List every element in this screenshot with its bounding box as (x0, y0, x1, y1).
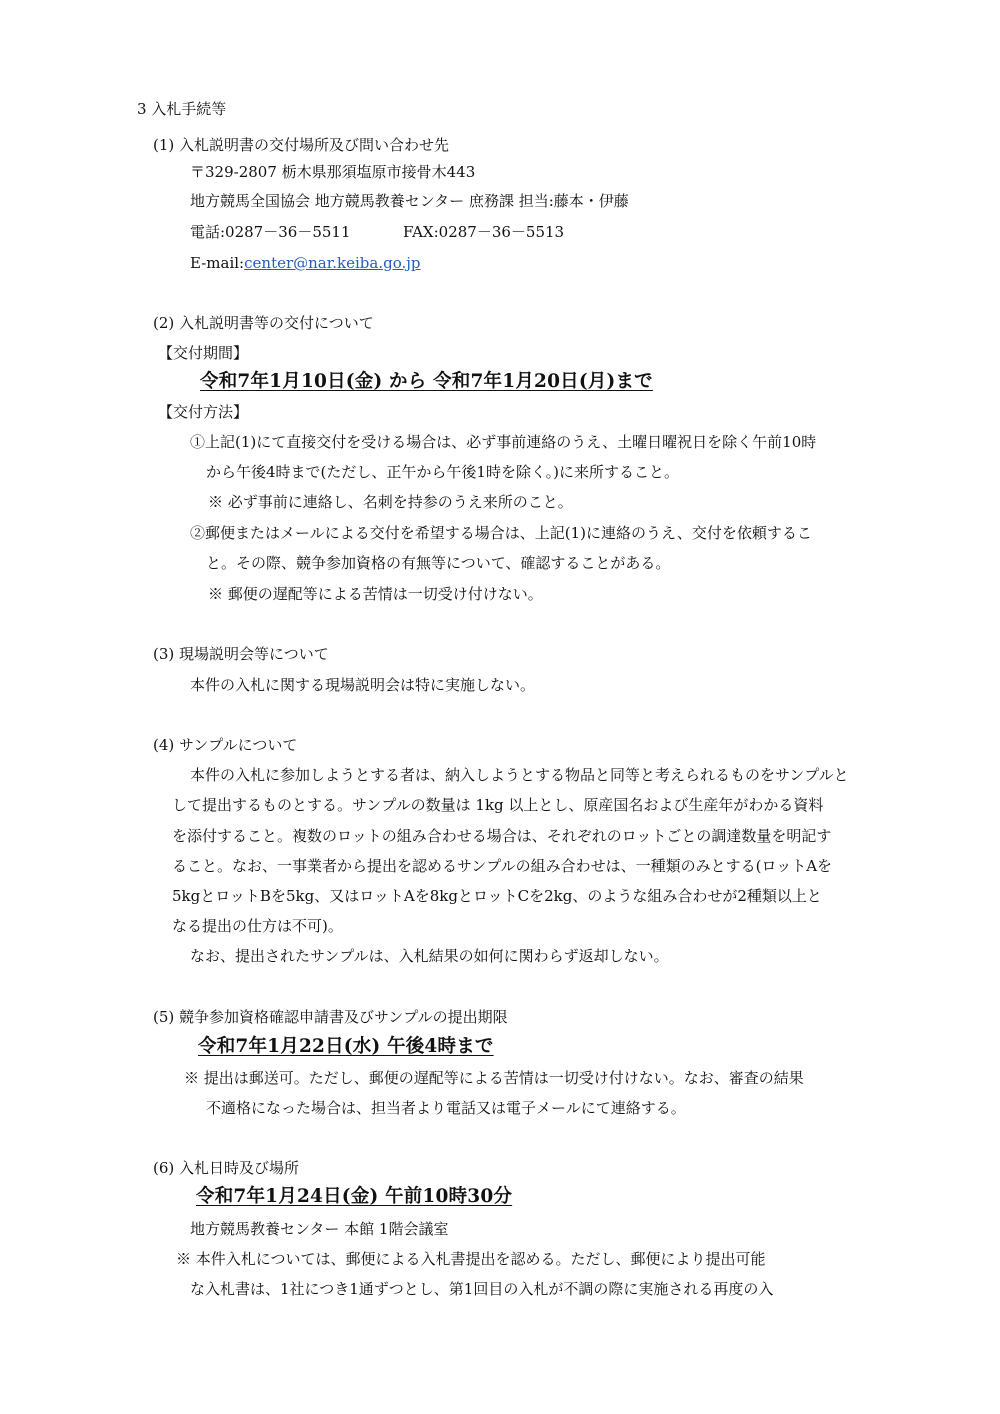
s5-deadline: 令和7年1月22日(水) 午後4時まで (198, 1036, 494, 1057)
s6-note-line2: な入札書は、1社につき1通ずつとし、第1回目の入札が不調の際に実施される再度の入 (190, 1280, 774, 1298)
s2-m1-note: ※ 必ず事前に連絡し、名刺を持参のうえ来所のこと。 (208, 493, 573, 511)
s6-heading: (6) 入札日時及び場所 (153, 1159, 300, 1177)
s2-m1-line2: から午後4時まで(ただし、正午から午後1時を除く。)に来所すること。 (206, 463, 679, 481)
s2-period-label: 【交付期間】 (158, 344, 249, 362)
s1-heading: (1) 入札説明書の交付場所及び問い合わせ先 (153, 136, 450, 154)
email-link[interactable]: center@nar.keiba.go.jp (244, 254, 421, 272)
s2-period: 令和7年1月10日(金) から 令和7年1月20日(月)まで (200, 371, 653, 392)
s1-address: 〒329-2807 栃木県那須塩原市接骨木443 (190, 163, 476, 181)
s4-p1-line3: を添付すること。複数のロットの組み合わせる場合は、それぞれのロットごとの調達数量を明記す (172, 827, 832, 845)
s2-m2-note: ※ 郵便の遅配等による苦情は一切受け付けない。 (208, 585, 543, 603)
s2-m1-line1: ①上記(1)にて直接交付を受ける場合は、必ず事前連絡のうえ、土曜日曜祝日を除く午前10時 (190, 433, 817, 451)
s2-m2-line2: と。その際、競争参加資格の有無等について、確認することがある。 (206, 554, 671, 572)
s3-heading: (3) 現場説明会等について (153, 645, 329, 663)
s4-heading: (4) サンプルについて (153, 736, 298, 754)
s5-note-line2: 不適格になった場合は、担当者より電話又は電子メールにて連絡する。 (206, 1099, 686, 1117)
s5-heading: (5) 競争参加資格確認申請書及びサンプルの提出期限 (153, 1008, 508, 1026)
s1-email-label: E-mail: (190, 254, 245, 272)
s4-p1-line4: ること。なお、一事業者から提出を認めるサンプルの組み合わせは、一種類のみとする(ロットAを (172, 857, 833, 875)
s4-p1-line1: 本件の入札に参加しようとする者は、納入しようとする物品と同等と考えられるものをサンプルと (190, 766, 849, 784)
s1-org: 地方競馬全国協会 地方競馬教養センター 庶務課 担当:藤本・伊藤 (190, 192, 629, 210)
s6-place: 地方競馬教養センター 本館 1階会議室 (190, 1220, 449, 1238)
s3-body: 本件の入札に関する現場説明会は特に実施しない。 (190, 676, 536, 694)
s1-email-row (190, 252, 421, 274)
s2-method-label: 【交付方法】 (158, 403, 249, 421)
section-title: 3 入札手続等 (137, 100, 227, 118)
s5-note-line1: ※ 提出は郵送可。ただし、郵便の遅配等による苦情は一切受け付けない。なお、審査の結果 (184, 1069, 804, 1087)
s2-heading: (2) 入札説明書等の交付について (153, 314, 374, 332)
s6-note-line1: ※ 本件入札については、郵便による入札書提出を認める。ただし、郵便により提出可能 (176, 1250, 766, 1268)
s4-p1-line5: 5kgとロットBを5kg、又はロットAを8kgとロットCを2kg、のような組み合わせが2種類以上と (172, 887, 822, 905)
s4-p1-line6: なる提出の仕方は不可)。 (172, 917, 343, 935)
s2-m2-line1: ②郵便またはメールによる交付を希望する場合は、上記(1)に連絡のうえ、交付を依頼するこ (190, 524, 812, 542)
s1-fax: FAX:0287－36－5513 (403, 223, 565, 241)
s6-datetime: 令和7年1月24日(金) 午前10時30分 (196, 1186, 513, 1207)
s4-p1-line2: して提出するものとする。サンプルの数量は 1kg 以上とし、原産国名および生産年がわかる資料 (172, 796, 824, 814)
s4-p2: なお、提出されたサンプルは、入札結果の如何に関わらず返却しない。 (190, 947, 669, 965)
s1-phone: 電話:0287－36－5511 (190, 223, 351, 241)
